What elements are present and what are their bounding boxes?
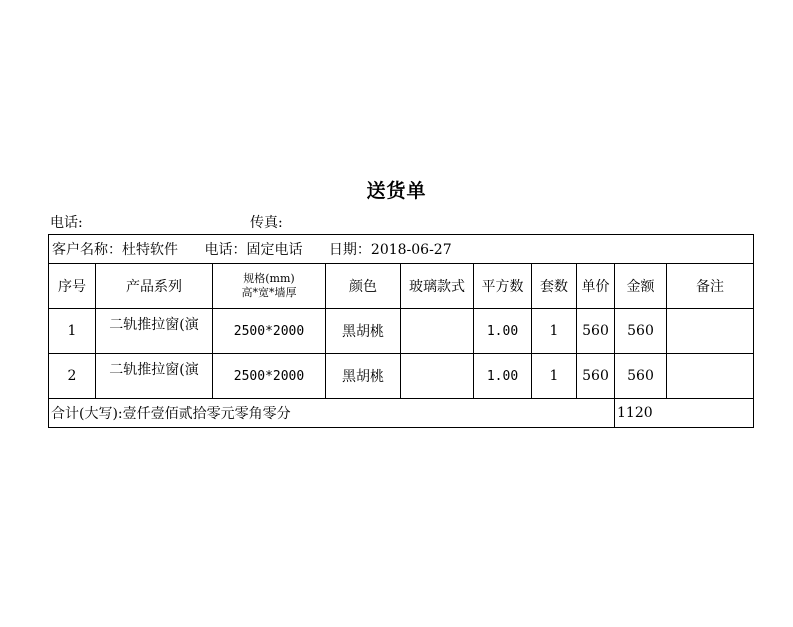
header-color: 颜色 — [326, 264, 401, 309]
total-label: 合计(大写):壹仟壹佰贰拾零元零角零分 — [49, 399, 615, 428]
header-seq: 序号 — [49, 264, 96, 309]
table-row — [49, 354, 754, 399]
customer-info-row — [49, 235, 754, 264]
cell-amount: 560 — [615, 354, 667, 399]
cell-remark — [667, 354, 754, 399]
cell-amount: 560 — [615, 309, 667, 354]
cell-unit-price: 560 — [577, 309, 615, 354]
cell-spec: 2500*2000 — [213, 354, 326, 399]
total-value: 1120 — [615, 399, 754, 428]
delivery-date: 日期：2018-06-27 — [328, 242, 452, 258]
delivery-table — [48, 234, 754, 428]
cell-color: 黑胡桃 — [326, 354, 401, 399]
cell-spec: 2500*2000 — [213, 309, 326, 354]
document-title: 送货单 — [366, 180, 427, 202]
cell-glass — [401, 309, 474, 354]
cell-series: 二轨推拉窗(演 — [96, 309, 213, 354]
cell-seq: 2 — [49, 354, 96, 399]
cell-area: 1.00 — [474, 309, 532, 354]
cell-glass — [401, 354, 474, 399]
phone-label: 电话: — [50, 215, 83, 231]
cell-area: 1.00 — [474, 354, 532, 399]
cell-series: 二轨推拉窗(演 — [96, 354, 213, 399]
fax-label: 传真: — [250, 215, 283, 231]
header-spec-line2: 高*宽*墙厚 — [241, 286, 297, 299]
total-row — [49, 399, 754, 428]
header-amount: 金额 — [615, 264, 667, 309]
customer-name: 客户名称：杜特软件 — [52, 242, 178, 258]
header-series: 产品系列 — [96, 264, 213, 309]
table-row — [49, 309, 754, 354]
header-area: 平方数 — [474, 264, 532, 309]
cell-seq: 1 — [49, 309, 96, 354]
header-sets: 套数 — [532, 264, 577, 309]
header-remark: 备注 — [667, 264, 754, 309]
header-spec — [213, 264, 326, 309]
customer-phone: 电话：固定电话 — [204, 242, 303, 258]
header-spec-line1: 规格(mm) — [243, 272, 295, 285]
cell-color: 黑胡桃 — [326, 309, 401, 354]
cell-unit-price: 560 — [577, 354, 615, 399]
header-row — [49, 264, 754, 309]
header-glass: 玻璃款式 — [401, 264, 474, 309]
cell-sets: 1 — [532, 354, 577, 399]
cell-remark — [667, 309, 754, 354]
header-unit-price: 单价 — [577, 264, 615, 309]
cell-sets: 1 — [532, 309, 577, 354]
